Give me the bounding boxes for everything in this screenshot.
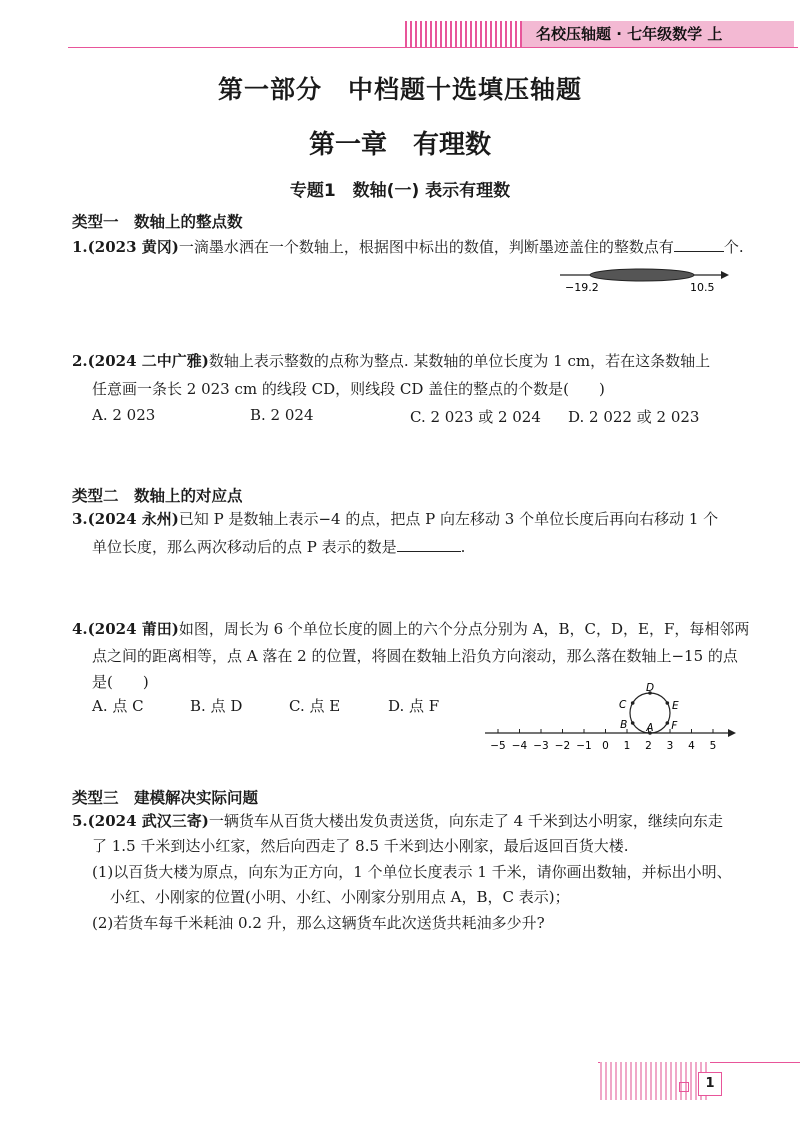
q4-circle-point bbox=[631, 701, 635, 705]
q4-option-d: D. 点 F bbox=[388, 697, 440, 715]
type2-heading: 类型二 数轴上的对应点 bbox=[72, 487, 243, 505]
q4-line1-text: 如图，周长为 6 个单位长度的圆上的六个分点分别为 A，B，C，D，E，F，每相邻两 bbox=[178, 620, 750, 638]
q4-line3: 是( ) bbox=[92, 673, 149, 691]
q4-circle-point-label: E bbox=[672, 700, 679, 712]
q4-tick-label: 1 bbox=[623, 740, 631, 752]
q5-line1-text: 一辆货车从百货大楼出发负责送货，向东走了 4 千米到达小明家，继续向东走 bbox=[208, 812, 723, 830]
q4-circle-point-label: C bbox=[619, 699, 627, 711]
page-number: 1 bbox=[698, 1072, 722, 1096]
q5-num: 5. bbox=[72, 812, 88, 830]
q1-right-label: 10.5 bbox=[690, 281, 715, 294]
q1-ink-blot bbox=[590, 269, 694, 281]
q3-line2 bbox=[92, 536, 465, 558]
q4-tick-label: −2 bbox=[554, 740, 571, 752]
q1-axis-arrow bbox=[721, 271, 729, 279]
q3-num: 3. bbox=[72, 510, 88, 528]
q4-circle-point bbox=[631, 721, 635, 725]
q4-tick-label: 0 bbox=[602, 740, 609, 752]
q5-line2: 了 1.5 千米到达小红家，然后向西走了 8.5 千米到达小刚家，最后返回百货大楼. bbox=[92, 837, 629, 855]
q4-tick-label: −3 bbox=[533, 740, 549, 752]
q4-circle-point-label: B bbox=[620, 719, 628, 731]
q5-line1 bbox=[72, 810, 723, 832]
header-stripes bbox=[405, 21, 525, 47]
q2-line1 bbox=[72, 350, 710, 372]
q4-option-a: A. 点 C bbox=[92, 697, 144, 715]
q1-figure bbox=[555, 266, 730, 296]
q3-blank bbox=[397, 537, 461, 552]
q2-option-a: A. 2 023 bbox=[92, 406, 156, 424]
type3-heading: 类型三 建模解决实际问题 bbox=[72, 789, 259, 807]
q4-line2: 点之间的距离相等，点 A 落在 2 的位置，将圆在数轴上沿负方向滚动，那么落在数轴上−15 的点 bbox=[92, 647, 738, 665]
topic-title: 专题1 数轴(一) 表示有理数 bbox=[289, 181, 511, 201]
q3-source: (2024 永州) bbox=[87, 510, 179, 528]
q4-tick-label: 2 bbox=[645, 740, 652, 752]
q3-line2-text: 单位长度，那么两次移动后的点 P 表示的数是 bbox=[92, 538, 397, 556]
q5-sub2: (2)若货车每千米耗油 0.2 升，那么这辆货车此次送货共耗油多少升? bbox=[92, 914, 545, 932]
q4-num: 4. bbox=[72, 620, 88, 638]
q3-end: . bbox=[460, 538, 466, 556]
q2-option-d: D. 2 022 或 2 023 bbox=[568, 408, 700, 426]
q1-end: 个. bbox=[723, 238, 744, 256]
footer-stripes bbox=[600, 1062, 710, 1100]
q4-circle-point-label: A bbox=[646, 722, 654, 734]
q2-line1-text: 数轴上表示整数的点称为整点. 某数轴的单位长度为 1 cm，若在这条数轴上 bbox=[208, 352, 711, 370]
q2-source: (2024 二中广雅) bbox=[87, 352, 209, 370]
q1-line bbox=[72, 236, 744, 258]
part-title: 第一部分 中档题十选填压轴题 bbox=[217, 75, 582, 104]
q1-blank bbox=[674, 237, 724, 252]
q4-source: (2024 莆田) bbox=[87, 620, 179, 638]
q4-tick-label: 5 bbox=[709, 740, 717, 752]
q4-tick-label: −4 bbox=[511, 740, 528, 752]
q3-line1 bbox=[72, 508, 718, 530]
footer-square-icon bbox=[679, 1082, 689, 1092]
type1-heading: 类型一 数轴上的整点数 bbox=[72, 213, 243, 231]
header-rule bbox=[68, 47, 798, 48]
q4-tick-label: −1 bbox=[576, 740, 592, 752]
q4-circle-point-label: F bbox=[671, 720, 678, 732]
q4-figure bbox=[480, 672, 740, 754]
q1-text: 一滴墨水洒在一个数轴上，根据图中标出的数值，判断墨迹盖住的整数点有 bbox=[178, 238, 674, 256]
q4-tick-label: 3 bbox=[666, 740, 674, 752]
q4-circle-point bbox=[666, 721, 670, 725]
q4-line1 bbox=[72, 618, 749, 640]
q1-num: 1. bbox=[72, 238, 88, 256]
q3-line1-text: 已知 P 是数轴上表示−4 的点，把点 P 向左移动 3 个单位长度后再向右移动 1 个 bbox=[178, 510, 719, 528]
q2-line2: 任意画一条长 2 023 cm 的线段 CD，则线段 CD 盖住的整点的个数是( ) bbox=[92, 380, 605, 398]
q1-left-label: −19.2 bbox=[565, 281, 599, 294]
q2-option-b: B. 2 024 bbox=[250, 406, 314, 424]
q2-num: 2. bbox=[72, 352, 88, 370]
q5-sub1a: (1)以百货大楼为原点，向东为正方向，1 个单位长度表示 1 千米，请你画出数轴，并标出小明、 bbox=[92, 863, 732, 881]
q5-sub1b: 小红、小刚家的位置(小明、小红、小刚家分别用点 A，B，C 表示)； bbox=[110, 888, 570, 906]
q4-tick-label: 4 bbox=[688, 740, 695, 752]
q1-source: (2023 黄冈) bbox=[87, 238, 179, 256]
q4-circle-point bbox=[666, 701, 670, 705]
header-label: 名校压轴题 · 七年级数学 上 bbox=[522, 21, 794, 47]
q4-tick-label: −5 bbox=[490, 740, 506, 752]
q4-option-c: C. 点 E bbox=[289, 697, 341, 715]
q4-option-b: B. 点 D bbox=[190, 697, 243, 715]
q5-source: (2024 武汉三寄) bbox=[87, 812, 209, 830]
q2-option-c: C. 2 023 或 2 024 bbox=[410, 408, 541, 426]
q4-axis-arrow bbox=[728, 729, 736, 737]
chapter-title: 第一章 有理数 bbox=[308, 130, 491, 160]
q4-circle-point-label: D bbox=[645, 682, 655, 694]
